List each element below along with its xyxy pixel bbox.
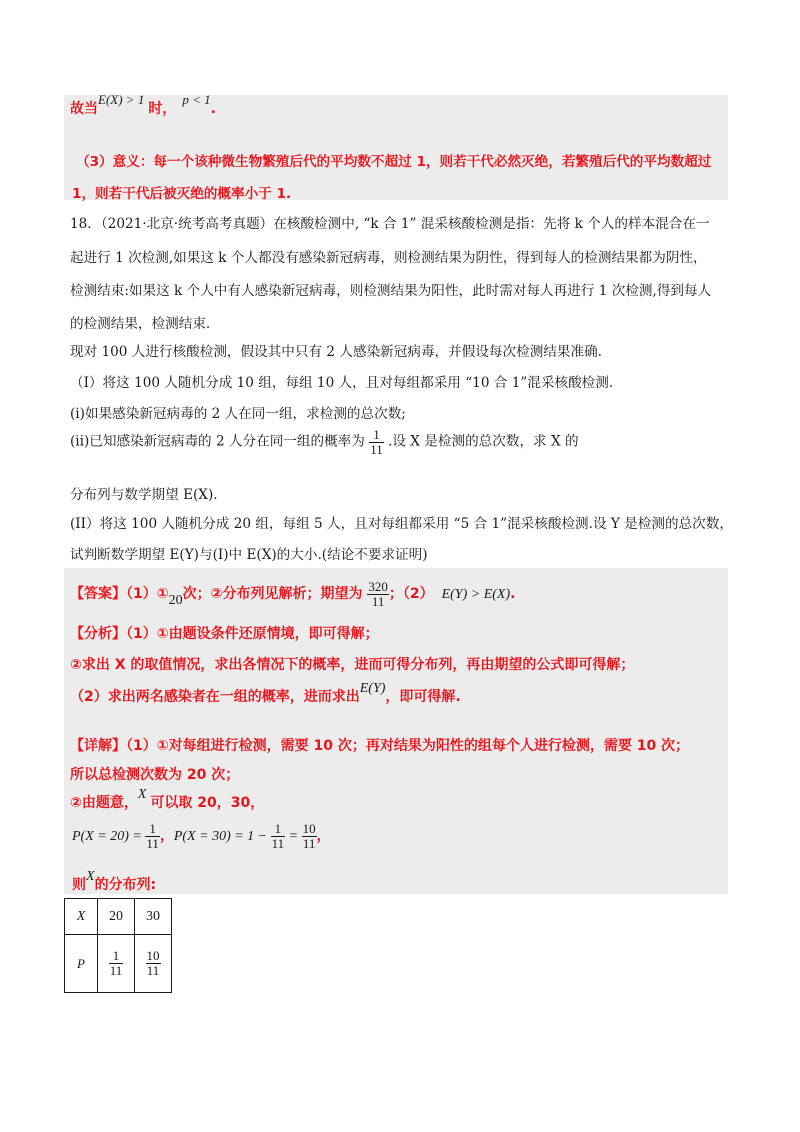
math-ey-gt-ex: E(Y) > E(X): [441, 587, 511, 603]
frac-num: 1: [109, 949, 124, 964]
frac-num: 320: [368, 579, 388, 594]
answer-20: 20: [168, 593, 183, 609]
table-row: [65, 935, 172, 993]
problem-line: 18．（2021·北京·统考高考真题）在核酸检测中, “k 合 1” 混采核酸检测是指：先将 k 个人的样本混合在一: [70, 216, 710, 232]
frac-den: 11: [370, 441, 383, 457]
frac-den: 11: [146, 835, 159, 851]
detail-line: [70, 787, 265, 812]
distribution-heading: [72, 869, 157, 894]
fraction-1-11: [369, 428, 384, 456]
detail-text: ②由题意，: [70, 795, 138, 811]
analysis-line: [70, 681, 461, 706]
dist-text: 的分布列:: [94, 877, 157, 893]
top-line-1: [70, 92, 216, 118]
analysis-line: ②求出 X 的取值情况，求出各情况下的概率，进而可得分布列，再由期望的公式即可得解；: [70, 657, 635, 673]
math-ey: E(Y): [359, 681, 386, 696]
problem-line: 起进行 1 次检测,如果这 k 个人都没有感染新冠病毒，则检测结果为阴性，得到每人的检测结果都为阴性，: [70, 250, 707, 266]
prob-sep: ，: [316, 828, 331, 845]
frac-den: 11: [371, 593, 385, 609]
frac-num: 10: [302, 821, 316, 836]
fraction-320-11: [367, 580, 389, 608]
math-p: p < 1: [182, 92, 211, 107]
problem-line: （I）将这 100 人随机分成 10 组，每组 10 人，且对每组都采用 “10 合 1”混采核酸检测.: [70, 375, 614, 391]
table-cell: P: [65, 935, 98, 993]
table-cell: [135, 935, 172, 993]
problem-line: 检测结束:如果这 k 个人中有人感染新冠病毒，则检测结果为阳性，此时需对每人再进行 1 次检测,得到每人: [70, 283, 712, 299]
fraction-1-11: [145, 822, 160, 850]
top-text: 故当: [70, 101, 98, 117]
detail-line: 所以总检测次数为 20 次；: [70, 767, 240, 783]
frac-den: 11: [302, 835, 316, 851]
problem-line: 分布列与数学期望 E(X).: [70, 487, 218, 503]
frac-den: 11: [109, 963, 123, 978]
fraction-10-11: [146, 949, 161, 977]
math-x: X: [137, 787, 147, 802]
frac-den: 11: [271, 835, 285, 851]
problem-line: 现对 100 人进行核酸检测，假设其中只有 2 人感染新冠病毒，并假设每次检测结果准确.: [70, 344, 602, 360]
answer-text: .: [510, 586, 516, 603]
problem-line: 的检测结果，检测结束.: [70, 316, 211, 332]
analysis-line: 【分析】（1）①由题设条件还原情境，即可得解；: [70, 626, 379, 642]
table-row: [65, 899, 172, 935]
problem-line: (i)如果感染新冠病毒的 2 人在同一组，求检测的总次数;: [70, 406, 406, 422]
fraction-1-11: [271, 822, 286, 850]
answer-line: [70, 580, 515, 608]
fraction-1-11: [109, 949, 124, 977]
answer-text: 次；②分布列见解析；期望为: [182, 586, 363, 603]
analysis-text: （2）求出两名感染者在一组的概率，进而求出: [70, 689, 360, 705]
table-cell: X: [65, 899, 98, 935]
distribution-table: [64, 898, 172, 993]
frac-num: 10: [146, 948, 160, 964]
table-cell: 20: [98, 899, 135, 935]
problem-text: (ii)已知感染新冠病毒的 2 人分在同一组的概率为: [70, 433, 365, 450]
dist-text: 则: [72, 877, 86, 893]
probability-line: [72, 822, 331, 850]
analysis-text: ，即可得解.: [385, 689, 461, 705]
prob-sep: ，: [159, 828, 174, 845]
top-text: .: [210, 101, 216, 117]
fraction-10-11: [302, 822, 317, 850]
math-x: X: [86, 869, 95, 884]
prob-eq-1: P(X = 20) =: [72, 829, 146, 845]
detail-text: 可以取 20，30，: [150, 795, 265, 811]
frac-num: 1: [145, 822, 160, 837]
prob-eq-2: P(X = 30) = 1 −: [173, 829, 271, 845]
table-cell: 30: [135, 899, 172, 935]
table-cell: [98, 935, 135, 993]
frac-den: 11: [146, 963, 160, 978]
problem-line: 试判断数学期望 E(Y)与(I)中 E(X)的大小.(结论不要求证明): [70, 547, 428, 563]
problem-text: .设 X 是检测的总次数，求 X 的: [388, 433, 579, 450]
top-line-3: 1，则若干代后被灭绝的概率小于 1.: [72, 186, 292, 202]
prob-equals: =: [285, 829, 302, 845]
top-line-2: （3）意义：每一个该种微生物繁殖后代的平均数不超过 1，则若干代必然灭绝，若繁殖后代的平均数超过: [76, 154, 712, 170]
frac-num: 1: [271, 822, 286, 837]
problem-line: (II）将这 100 人随机分成 20 组，每组 5 人，且对每组都采用 “5 合 1”混采核酸检测.设 Y 是检测的总次数，: [70, 516, 733, 532]
problem-line-frac: [70, 428, 579, 456]
answer-text: 【答案】（1）①: [70, 586, 169, 603]
math-ex: E(X) > 1: [98, 92, 145, 107]
frac-num: 1: [369, 428, 384, 443]
top-text: 时，: [148, 101, 177, 117]
detail-line: 【详解】（1）①对每组进行检测，需要 10 次；再对结果为阳性的组每个人进行检测，需要 10 次；: [70, 738, 690, 754]
answer-text: ；（2）: [388, 586, 434, 603]
